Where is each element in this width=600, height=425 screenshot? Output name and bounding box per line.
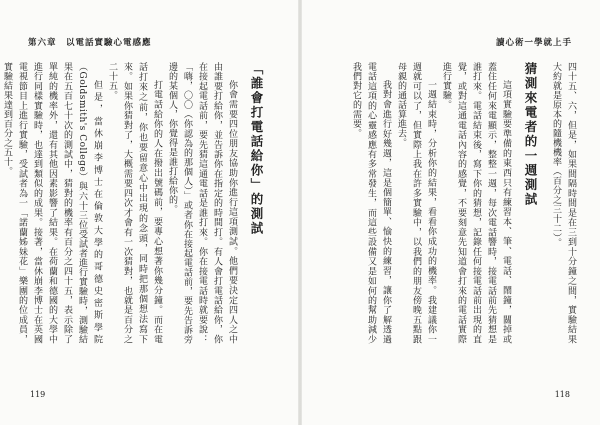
right-running-head: 讀心術一學就上手: [495, 38, 572, 48]
body-paragraph: 打電話給你的人在撥出號碼前，要專心想著你幾分鐘。而在電話打來之前，你也要留意心中出現的念頭，同時把那個想法寫下來。如果你猜對了，大概需要四次才會有一次猜對，也就是百分之二十五。: [107, 62, 162, 344]
body-paragraph: 你會需要四位朋友協助你進行這項測試。他們要決定四人之中由誰要打給你，並告訴你在指定的時間打。有人會打電話給你，你在接起電話前，要先猜這通電話是誰打來。你在接電話時就要說：「嗨，〇〇（你認為的那個人）」或者你在接起電話前，要先告訴旁邊的某個人，你覺得是誰打給你的。: [167, 62, 237, 344]
left-page-body: [2, 62, 274, 344]
left-running-head: 第六章 以電話實驗心電感應: [28, 38, 152, 48]
body-paragraph: 但是，當休崩李博士在倫敦大學的哥德史密斯學院（Goldsmith's College）與六十三位受試者進行實驗時，測驗結果在五百七十次的測試中，猜對的機率有百分之四十五，表示除了單純的機率外，還有其他因素影響了結果。在荷蘭和德國的大學中進行同樣實驗時，也達到類似的成果。接著，當休崩李博士在英國電視節目上進行實驗，受試者為一「諾蘭姊妹花」樂團的位成員，實驗結果達到百分之五十。: [2, 62, 102, 344]
body-paragraph: 一週結束時，分析你的結果，看看你成功的機率。我建議你一週就可以了，但實際上我在許多實驗中，以我們的朋友傍晚五點跟母親的通話算進去。: [396, 62, 436, 344]
right-page-body: [316, 62, 578, 344]
section-heading-who-will-call: 「誰會打電話給你」的測試: [249, 62, 264, 236]
left-page-number: 119: [30, 390, 46, 399]
book-gutter: [298, 0, 302, 425]
right-page-number: 118: [554, 390, 570, 399]
section-heading-caller-week-test: 猜測來電者的一週測試: [523, 62, 538, 207]
body-paragraph: 這項實驗要準備的東西只有練習本、筆、電話、鬧鐘，關掉或蓋住任何來電顯示，整整一週，每次電話響時，接電話前先猜想是誰打來。電話結束後，寫下你的猜想，記錄任何接電話前出現的直覺，或對這通電話內容的感覺，不要刻意先知道會打來的電話實際進行實驗。: [441, 62, 511, 344]
continued-paragraph: 四十五、六，但是，如果間隔時間是在三到十分鐘之間，實驗結果大約就是原本的隨機機率（百分之三十二）。: [551, 62, 576, 344]
body-paragraph: 我對會進行好幾週，這是個簡單、愉快的練習，讓你了解透過電話這項的心靈感應有多常發生，而這些設備又是如何的幫助減少我們對它的需要。: [351, 62, 391, 344]
right-page: [300, 0, 600, 425]
